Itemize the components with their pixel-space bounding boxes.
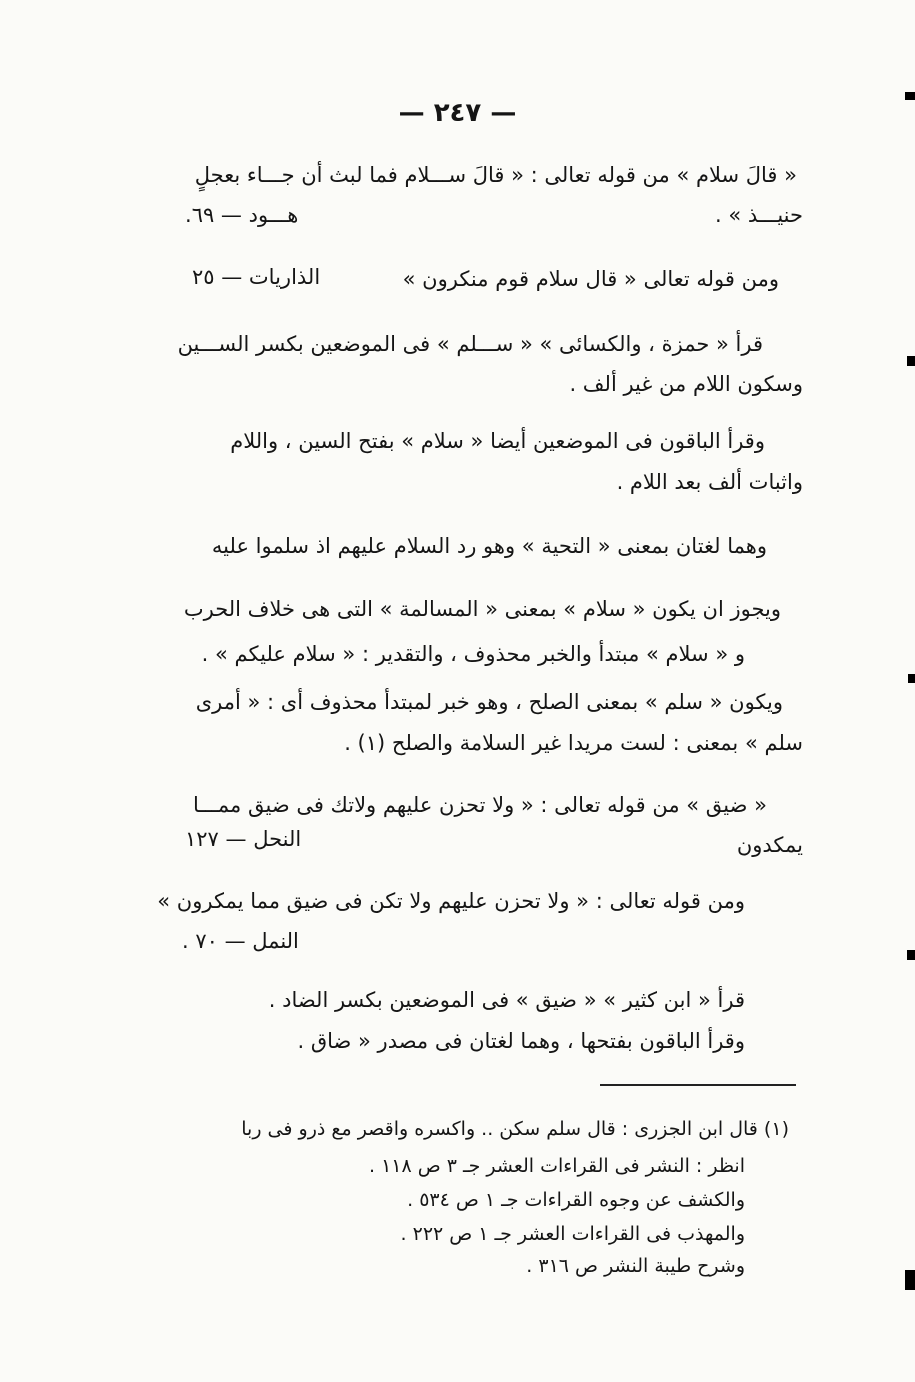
verse-ref-naml: النمل — ٧٠ . [182,929,299,953]
footnote-1: (١) قال ابن الجزرى : قال سلم سكن .. واكسره واقصر مع ذرو فى ربا [241,1118,789,1140]
verse-ref-hud: هـــود — ٦٩. [185,203,299,227]
text-line-7: واثبات ألف بعد اللام . [616,470,803,494]
verse-ref-nahl: النحل — ١٢٧ [185,827,302,851]
text-line-8: وهما لغتان بمعنى « التحية » وهو رد السلام عليهم اذ سلموا عليه [211,534,767,558]
binding-mark [907,950,915,960]
text-line-6: وقرأ الباقون فى الموضعين أيضا « سلام » بفتح السين ، واللام [230,429,765,453]
text-line-16: قرأ « ابن كثير » « ضيق » فى الموضعين بكسر الضاد . [268,988,745,1012]
binding-mark [905,92,915,100]
binding-mark [905,1270,915,1290]
verse-ref-dhariyat: الذاريات — ٢٥ [192,265,321,289]
text-line-12: سلم » بمعنى : لست مريدا غير السلامة والصلح (١) . [344,731,803,755]
text-line-3: ومن قوله تعالى « قال سلام قوم منكرون » [402,267,779,291]
text-line-5: وسكون اللام من غير ألف . [569,372,803,396]
text-line-10: و « سلام » مبتدأ والخبر محذوف ، والتقدير : « سلام عليكم » . [201,642,745,666]
footnote-ref-4: وشرح طيبة النشر ص ٣١٦ . [526,1255,745,1277]
text-line-15: ومن قوله تعالى : « ولا تحزن عليهم ولا تكن فى ضيق مما يمكرون » [157,889,745,913]
text-line-4: قرأ « حمزة ، والكسائى » « ســـلم » فى الموضعين بكسر الســـين [177,332,763,356]
footnote-ref-3: والمهذب فى القراءات العشر جـ ١ ص ٢٢٢ . [400,1223,745,1245]
binding-mark [907,356,915,366]
text-line-11: ويكون « سلم » بمعنى الصلح ، وهو خبر لمبتدأ محذوف أى : « أمرى [195,690,783,714]
footnote-separator [600,1084,796,1086]
text-line-14: يمكدون [736,833,803,857]
text-line-1: « قالَ سلام » من قوله تعالى : « قالَ ســـلام فما لبث أن جـــاء بعجلٍ [194,163,797,187]
footnote-ref-1: انظر : النشر فى القراءات العشر جـ ٣ ص ١١٨ . [369,1155,745,1177]
text-line-13: « ضيق » من قوله تعالى : « ولا تحزن عليهم ولاتك فى ضيق ممـــا [193,793,767,817]
text-line-17: وقرأ الباقون بفتحها ، وهما لغتان فى مصدر « ضاق . [297,1029,745,1053]
text-line-2: حنيـــذ » . [714,203,803,227]
page-number: — ٢٤٧ — [398,98,517,128]
text-line-9: ويجوز ان يكون « سلام » بمعنى « المسالمة » التى هى خلاف الحرب [183,597,781,621]
footnote-ref-2: والكشف عن وجوه القراءات جـ ١ ص ٥٣٤ . [407,1189,745,1211]
binding-mark [908,674,915,683]
